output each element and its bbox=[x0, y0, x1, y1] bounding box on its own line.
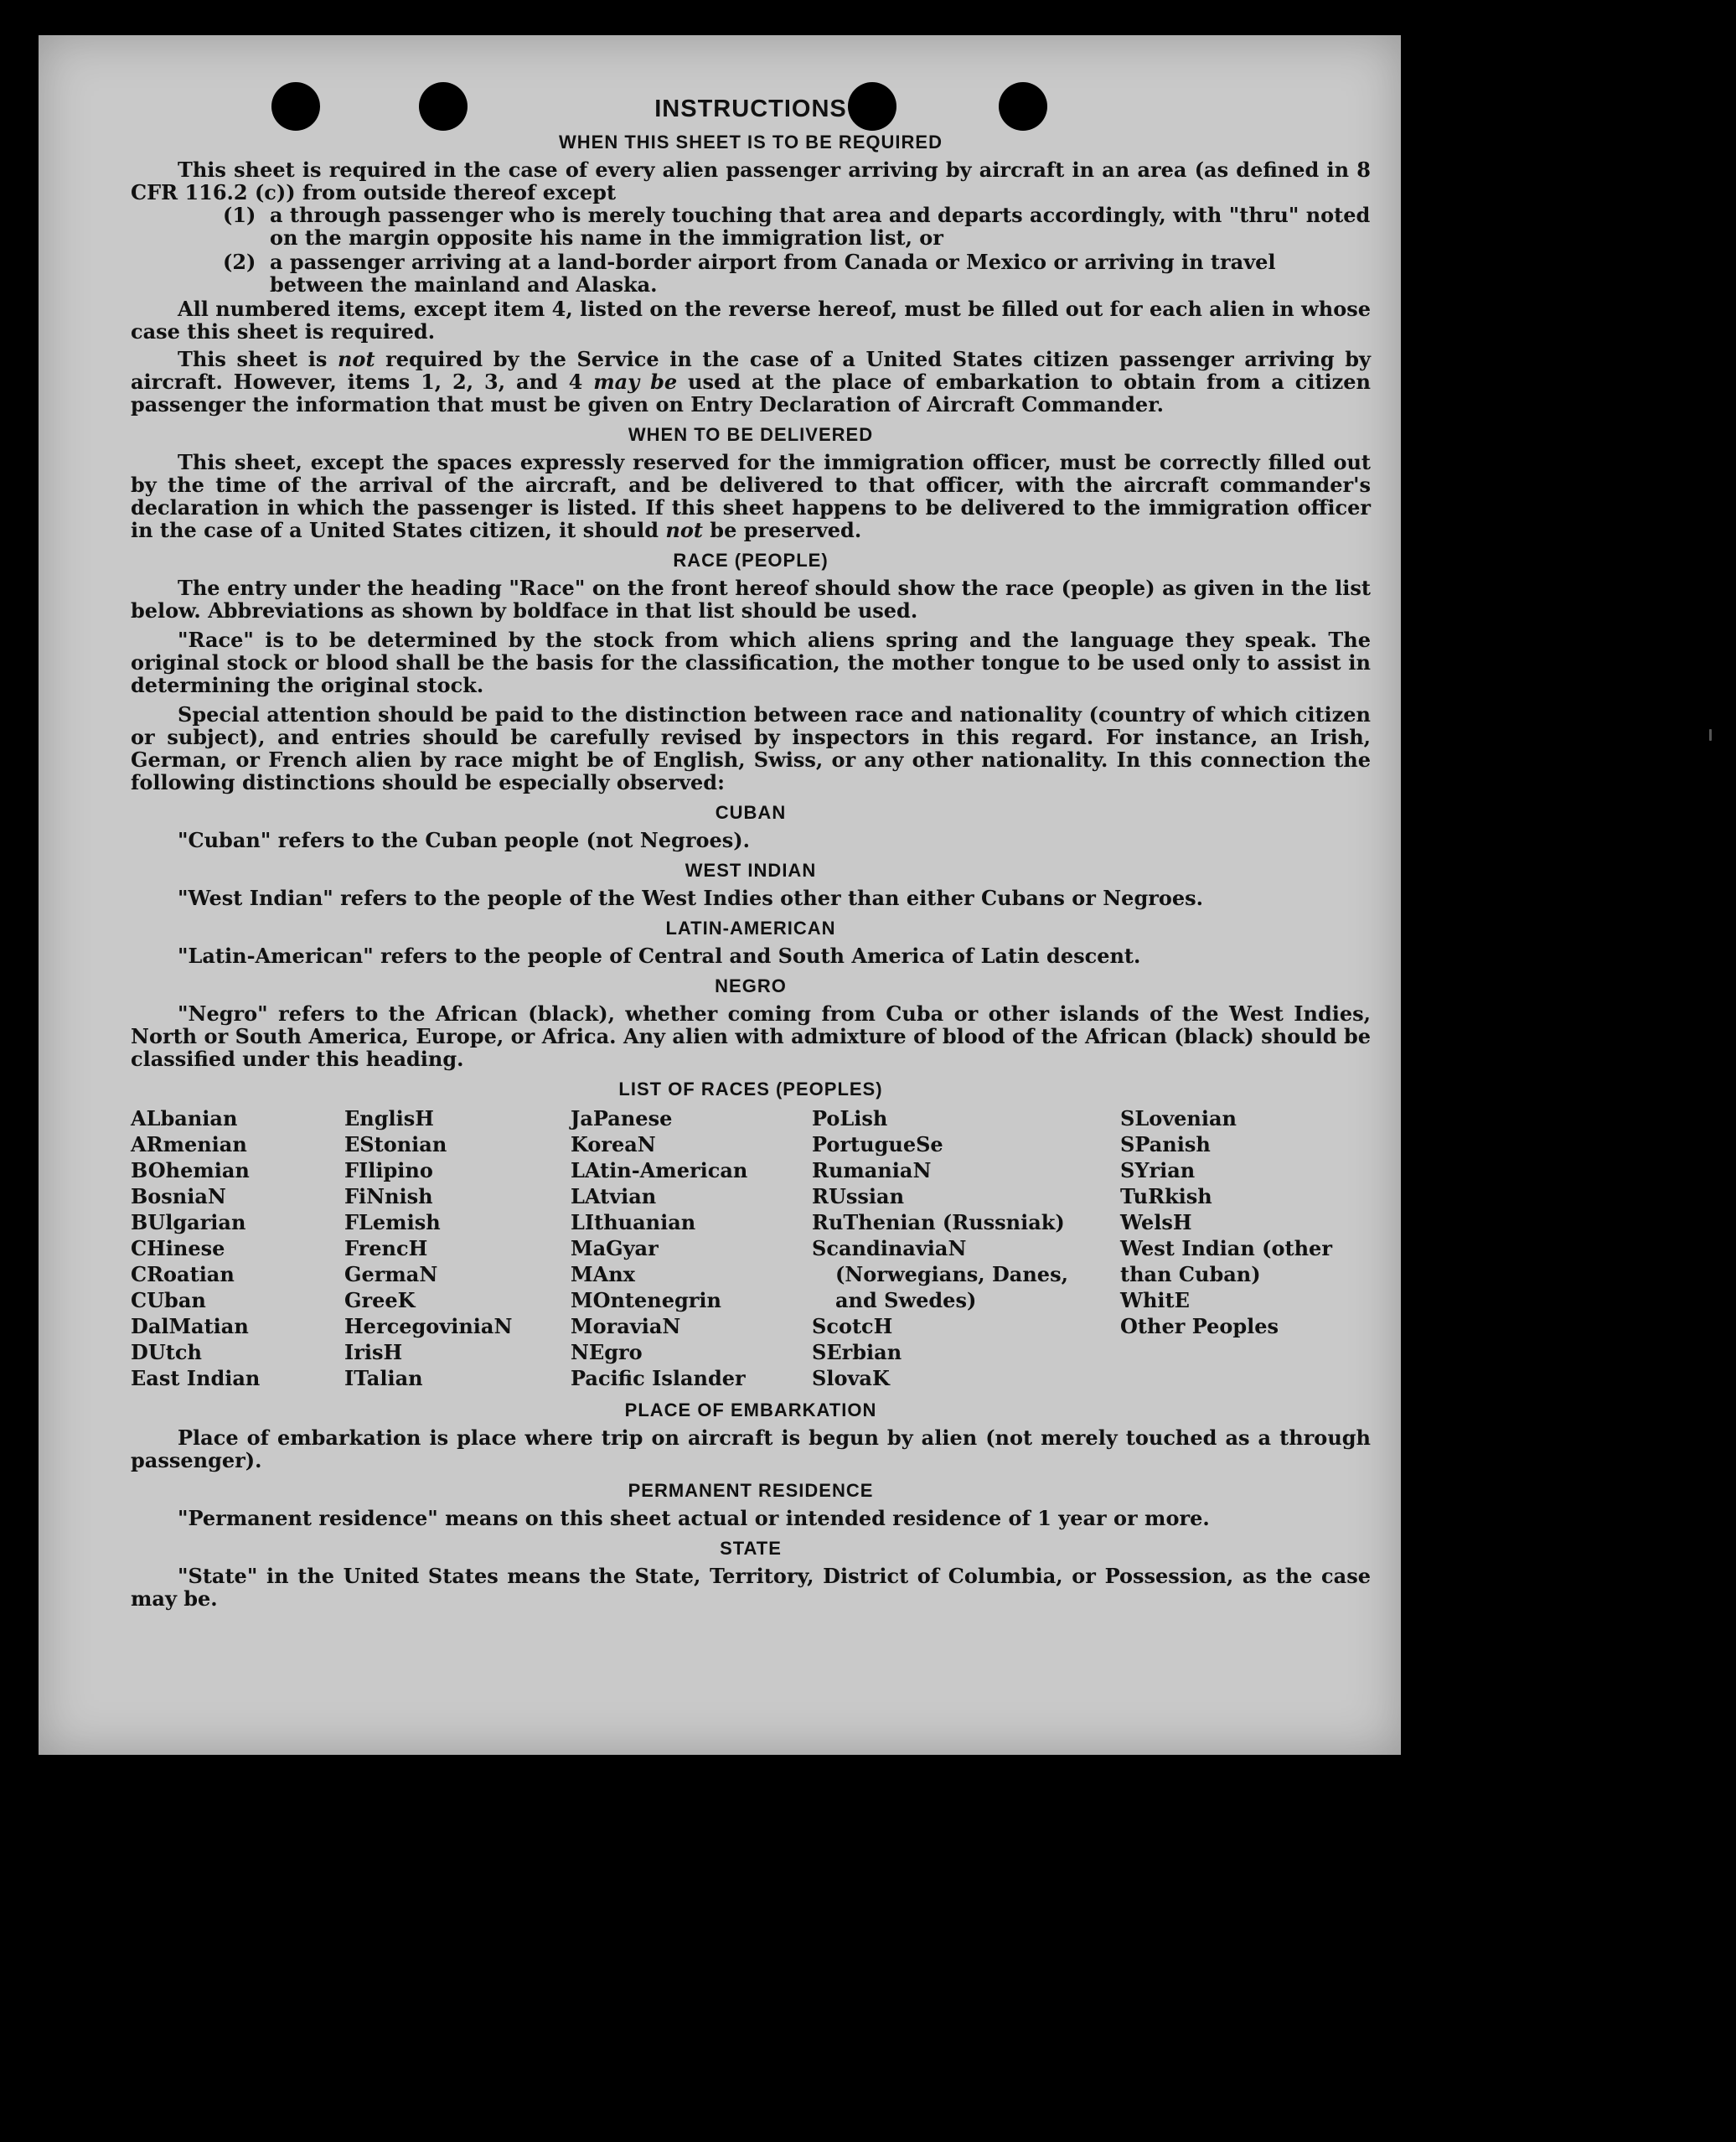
race-entry: FrencH bbox=[344, 1236, 428, 1260]
latin-american-text: "Latin-American" refers to the people of Central and South America of Latin descent. bbox=[178, 944, 1141, 968]
race-entry: LAtin-American bbox=[571, 1158, 748, 1182]
race-entry: WelsH bbox=[1120, 1210, 1192, 1234]
exception-item bbox=[223, 251, 1371, 296]
section-heading-west-indian: WEST INDIAN bbox=[685, 860, 817, 881]
race-entry: ALbanian bbox=[131, 1106, 238, 1130]
race-entry: GreeK bbox=[344, 1288, 416, 1312]
race-paragraph-3: Special attention should be paid to the distinction between race and nationality (country of which citizen or subject), and entries should be carefully revised by inspectors in this regard. For instance, an Irish, German, or French alien by race might be of English, Swiss, or any other nationality. In this connection the following distinctions should be especially observed: bbox=[131, 702, 1371, 794]
exception-item bbox=[223, 204, 1371, 249]
race-entry: PoLish bbox=[812, 1106, 888, 1130]
race-entry: FLemish bbox=[344, 1210, 441, 1234]
exception-number: (1) bbox=[223, 203, 256, 227]
residence-text: "Permanent residence" means on this sheet actual or intended residence of 1 year or more. bbox=[178, 1506, 1210, 1530]
race-entry: RuThenian (Russniak) bbox=[812, 1210, 1065, 1234]
section-heading-latin-american: LATIN-AMERICAN bbox=[665, 918, 836, 939]
state-text: "State" in the United States means the State, Territory, District of Columbia, or Possession, as the case may be. bbox=[131, 1564, 1371, 1611]
race-entry: East Indian bbox=[131, 1366, 261, 1390]
race-entry: KoreaN bbox=[571, 1132, 656, 1156]
race-entry: ScotcH bbox=[812, 1314, 893, 1338]
delivered-text: This sheet, except the spaces expressly reserved for the immigration officer, must be correctly filled out by the time of the arrival of the aircraft, and be delivered to that officer, with the aircraft commander's declaration in which the passenger is listed. If this sheet happens to be delivered to the immigration officer in the case of a United States citizen, it should bbox=[131, 450, 1371, 542]
section-heading-cuban: CUBAN bbox=[715, 802, 787, 823]
race-entry: DalMatian bbox=[131, 1314, 249, 1338]
race-entry: ScandinaviaN (Norwegians, Danes, and Swedes) bbox=[812, 1236, 1068, 1312]
section-heading-embarkation: PLACE OF EMBARKATION bbox=[624, 1400, 877, 1420]
section-heading-delivered: WHEN TO BE DELIVERED bbox=[628, 424, 874, 445]
race-entry: CRoatian bbox=[131, 1262, 235, 1286]
negro-text: "Negro" refers to the African (black), whether coming from Cuba or other islands of the West Indies, North or South America, Europe, or Africa. Any alien with admixture of blood of the African (black) should be classified under this heading. bbox=[131, 1001, 1371, 1071]
races-column bbox=[344, 1105, 571, 1391]
race-entry: HercegoviniaN bbox=[344, 1314, 513, 1338]
race-entry: SLovenian bbox=[1120, 1106, 1237, 1130]
races-column bbox=[571, 1105, 812, 1391]
document-sheet bbox=[39, 35, 1401, 1755]
races-column bbox=[131, 1105, 344, 1391]
races-column bbox=[1120, 1105, 1338, 1391]
cuban-text: "Cuban" refers to the Cuban people (not Negroes). bbox=[178, 828, 750, 852]
race-entry: MAnx bbox=[571, 1262, 635, 1286]
race-entry: CHinese bbox=[131, 1236, 225, 1260]
delivered-emphasis: not bbox=[665, 518, 703, 542]
section-heading-list-of-races: LIST OF RACES (PEOPLES) bbox=[618, 1079, 883, 1099]
exception-text: a through passenger who is merely touching that area and departs accordingly, with "thru" noted on the margin opposite his name in the immigration list, or bbox=[270, 203, 1371, 250]
west-indian-text: "West Indian" refers to the people of the West Indies other than either Cubans or Negroes. bbox=[178, 886, 1204, 910]
race-entry: JaPanese bbox=[571, 1106, 673, 1130]
citizen-text: required by the Service in the case of a United States citizen passenger arriving by aircraft. However, items 1, 2, 3, and 4 bbox=[131, 347, 1372, 394]
race-entry: MoraviaN bbox=[571, 1314, 681, 1338]
citizen-text: This sheet is bbox=[178, 347, 338, 371]
races-list bbox=[131, 1105, 1371, 1391]
races-column bbox=[812, 1105, 1120, 1391]
race-entry: RumaniaN bbox=[812, 1158, 932, 1182]
race-entry: BOhemian bbox=[131, 1158, 250, 1182]
citizen-paragraph bbox=[131, 348, 1371, 416]
race-entry: GermaN bbox=[344, 1262, 438, 1286]
race-entry: LAtvian bbox=[571, 1184, 657, 1208]
race-entry: SYrian bbox=[1120, 1158, 1196, 1182]
race-entry: EnglisH bbox=[344, 1106, 434, 1130]
race-entry: FiNnish bbox=[344, 1184, 433, 1208]
section-heading-state: STATE bbox=[720, 1538, 782, 1559]
section-heading-race: RACE (PEOPLE) bbox=[673, 550, 829, 571]
race-paragraph-2: "Race" is to be determined by the stock from which aliens spring and the language they speak. The original stock or blood shall be the basis for the classification, the mother tongue to be used only to assist in determining the original stock. bbox=[131, 628, 1371, 697]
race-entry: SErbian bbox=[812, 1340, 902, 1364]
race-entry: DUtch bbox=[131, 1340, 202, 1364]
section-heading-negro: NEGRO bbox=[715, 975, 787, 996]
race-entry: Pacific Islander bbox=[571, 1366, 746, 1390]
race-entry: MOntenegrin bbox=[571, 1288, 721, 1312]
section-heading-residence: PERMANENT RESIDENCE bbox=[628, 1480, 874, 1501]
race-entry: ITalian bbox=[344, 1366, 423, 1390]
numbered-items-paragraph: All numbered items, except item 4, listed on the reverse hereof, must be filled out for each alien in whose case this sheet is required. bbox=[131, 297, 1371, 344]
citizen-emphasis: not bbox=[337, 347, 375, 371]
race-entry: PortugueSe bbox=[812, 1132, 943, 1156]
race-entry: West Indian (other than Cuban) bbox=[1120, 1236, 1332, 1286]
instructions-content bbox=[131, 96, 1371, 1610]
race-entry: EStonian bbox=[344, 1132, 447, 1156]
scan-artifact bbox=[1709, 729, 1712, 741]
race-entry: IrisH bbox=[344, 1340, 403, 1364]
citizen-emphasis: may be bbox=[593, 370, 678, 394]
race-paragraph-1: The entry under the heading "Race" on the front hereof should show the race (people) as given in the list below. Abbreviations as shown by boldface in that list should be used. bbox=[131, 576, 1371, 623]
race-entry: FIlipino bbox=[344, 1158, 433, 1182]
race-entry: TuRkish bbox=[1120, 1184, 1212, 1208]
exception-text: a passenger arriving at a land-border airport from Canada or Mexico or arriving in travel between the mainland and Alaska. bbox=[270, 250, 1276, 297]
race-entry: NEgro bbox=[571, 1340, 643, 1364]
race-entry: Other Peoples bbox=[1120, 1314, 1279, 1338]
race-entry: SPanish bbox=[1120, 1132, 1211, 1156]
race-entry: SlovaK bbox=[812, 1366, 890, 1390]
race-entry: LIthuanian bbox=[571, 1210, 696, 1234]
page-title: INSTRUCTIONS bbox=[654, 96, 847, 122]
race-entry: BosniaN bbox=[131, 1184, 226, 1208]
race-entry: RUssian bbox=[812, 1184, 905, 1208]
race-entry: BUlgarian bbox=[131, 1210, 246, 1234]
delivered-paragraph bbox=[131, 451, 1371, 541]
delivered-text: be preserved. bbox=[702, 518, 862, 542]
race-entry: CUban bbox=[131, 1288, 206, 1312]
exception-number: (2) bbox=[223, 250, 256, 274]
required-intro: This sheet is required in the case of every alien passenger arriving by aircraft in an area (as defined in 8 CFR 116.2 (c)) from outside thereof except bbox=[131, 158, 1371, 204]
section-heading-required: WHEN THIS SHEET IS TO BE REQUIRED bbox=[559, 132, 943, 153]
race-entry: WhitE bbox=[1120, 1288, 1190, 1312]
embarkation-text: Place of embarkation is place where trip on aircraft is begun by alien (not merely touched as a through passenger). bbox=[131, 1425, 1371, 1472]
citizen-text: used at the place of embarkation to obtain from a citizen passenger the information that must be given on Entry Declaration of Aircraft Commander. bbox=[131, 370, 1372, 416]
race-entry: ARmenian bbox=[131, 1132, 247, 1156]
race-entry: MaGyar bbox=[571, 1236, 659, 1260]
